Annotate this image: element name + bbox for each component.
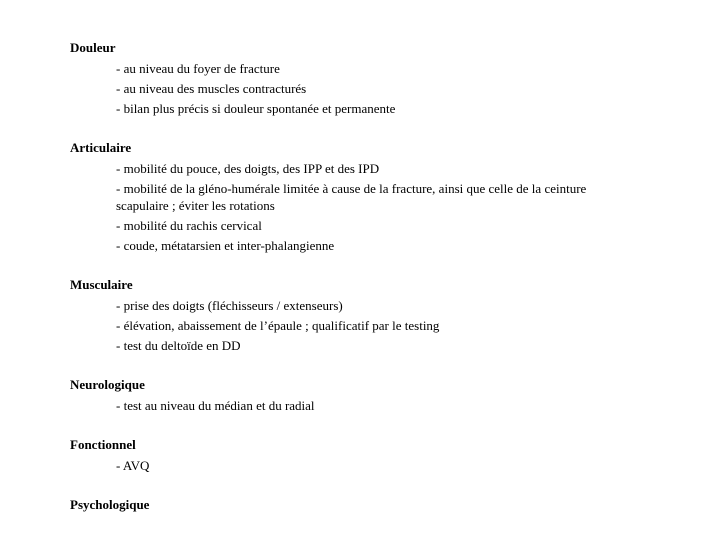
list-item: - mobilité de la gléno-humérale limitée à cause de la fracture, ainsi que celle de la ceinture scapulaire ; éviter les rotations: [116, 180, 587, 213]
list-item: - au niveau du foyer de fracture: [116, 60, 280, 76]
list-item: - prise des doigts (fléchisseurs / extenseurs): [116, 297, 343, 313]
section-fonctionnel: [70, 435, 670, 475]
list-item: - coude, métatarsien et inter-phalangienne: [116, 237, 335, 253]
list-item: - mobilité du rachis cervical: [116, 217, 262, 233]
section-heading: Douleur: [70, 40, 116, 55]
section-heading: Musculaire: [70, 277, 133, 292]
section-musculaire: [70, 275, 670, 355]
section-articulaire: [70, 138, 670, 255]
section-heading: Fonctionnel: [70, 437, 136, 452]
document-page: [70, 38, 670, 535]
section-heading: Psychologique: [70, 497, 150, 512]
item-list: [70, 395, 670, 415]
item-list: [70, 295, 670, 355]
section-douleur: [70, 38, 670, 118]
section-psychologique: [70, 495, 670, 515]
item-list: [70, 455, 670, 475]
section-heading: Articulaire: [70, 140, 132, 155]
list-item: - bilan plus précis si douleur spontanée et permanente: [116, 100, 396, 116]
item-list: [70, 58, 670, 118]
section-neurologique: [70, 375, 670, 415]
list-item: - élévation, abaissement de l’épaule ; qualificatif par le testing: [116, 317, 440, 333]
list-item: - au niveau des muscles contracturés: [116, 80, 307, 96]
item-list: [70, 158, 670, 255]
list-item: - test du deltoïde en DD: [116, 337, 241, 353]
list-item: - test au niveau du médian et du radial: [116, 397, 315, 413]
section-heading: Neurologique: [70, 377, 145, 392]
list-item: - AVQ: [116, 457, 150, 473]
list-item: - mobilité du pouce, des doigts, des IPP et des IPD: [116, 160, 380, 176]
